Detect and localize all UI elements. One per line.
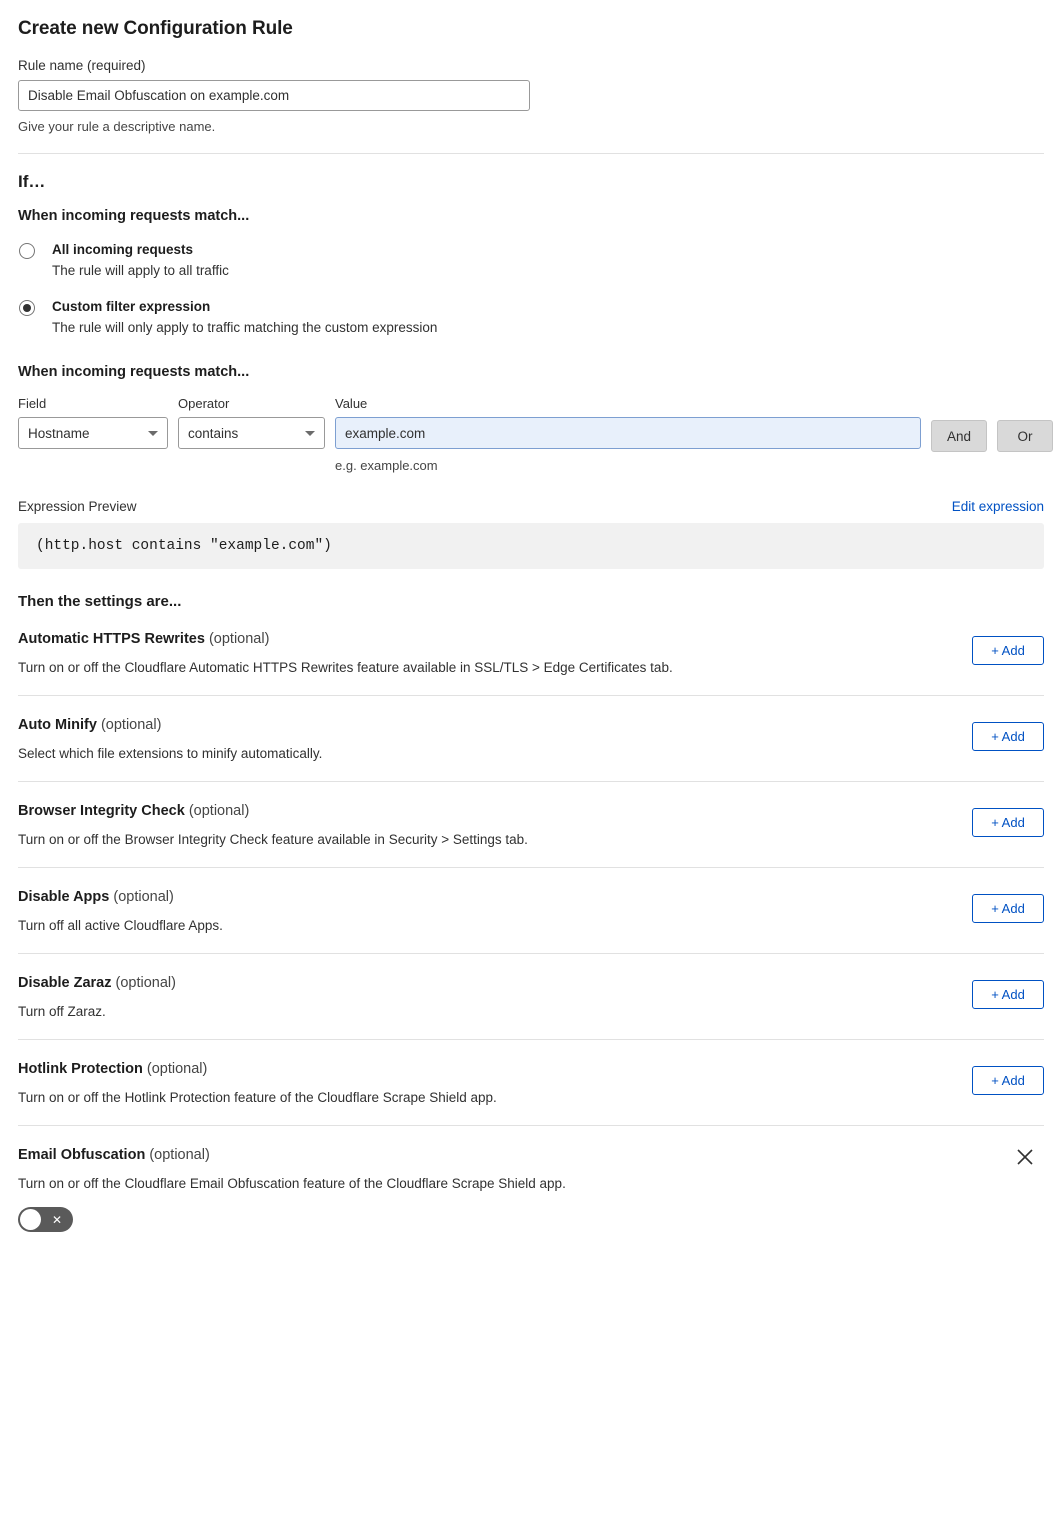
chevron-down-icon bbox=[148, 431, 158, 436]
setting-desc: Turn off Zaraz. bbox=[18, 1004, 106, 1020]
setting-name: Hotlink Protection bbox=[18, 1061, 143, 1078]
setting-row-automatic-https-rewrites bbox=[18, 610, 1044, 696]
setting-name: Email Obfuscation bbox=[18, 1147, 146, 1164]
radio-option-all-requests[interactable] bbox=[18, 240, 1044, 281]
setting-desc: Select which file extensions to minify automatically. bbox=[18, 746, 323, 762]
setting-desc: Turn off all active Cloudflare Apps. bbox=[18, 918, 223, 934]
expression-preview-box: (http.host contains "example.com") bbox=[18, 523, 1044, 569]
operator-select[interactable] bbox=[178, 417, 325, 449]
match-title-1: When incoming requests match... bbox=[18, 208, 250, 224]
radio-custom-filter-desc: The rule will only apply to traffic matching the custom expression bbox=[52, 319, 438, 335]
divider bbox=[18, 153, 1044, 154]
setting-name: Auto Minify bbox=[18, 717, 97, 734]
setting-row-disable-apps bbox=[18, 868, 1044, 954]
if-section-heading: If… bbox=[18, 172, 46, 191]
expression-preview-header bbox=[18, 499, 1044, 514]
field-label: Field bbox=[18, 396, 47, 412]
setting-row-email-obfuscation bbox=[18, 1126, 1044, 1252]
value-column bbox=[335, 396, 921, 473]
radio-all-requests-icon[interactable] bbox=[19, 243, 35, 259]
setting-optional: (optional) bbox=[208, 631, 270, 648]
and-button[interactable]: And bbox=[931, 420, 987, 452]
toggle-off-icon: ✕ bbox=[51, 1212, 62, 1227]
setting-optional: (optional) bbox=[146, 1061, 208, 1078]
close-icon[interactable] bbox=[1014, 1146, 1036, 1168]
add-button[interactable]: + Add bbox=[972, 636, 1044, 665]
value-label: Value bbox=[335, 396, 368, 412]
setting-optional: (optional) bbox=[113, 889, 174, 906]
match-title-2: When incoming requests match... bbox=[18, 364, 250, 381]
setting-name: Browser Integrity Check bbox=[18, 803, 185, 820]
edit-expression-link[interactable]: Edit expression bbox=[951, 499, 1044, 515]
add-button[interactable]: + Add bbox=[972, 1066, 1044, 1095]
rule-name-helper: Give your rule a descriptive name. bbox=[18, 119, 216, 134]
setting-optional: (optional) bbox=[115, 975, 176, 992]
setting-name: Automatic HTTPS Rewrites bbox=[18, 631, 205, 648]
add-button[interactable]: + Add bbox=[972, 808, 1044, 837]
operator-label: Operator bbox=[178, 396, 230, 412]
expression-builder bbox=[18, 396, 1044, 473]
expression-preview-label: Expression Preview bbox=[18, 499, 137, 515]
setting-optional: (optional) bbox=[149, 1147, 210, 1164]
value-helper: e.g. example.com bbox=[335, 458, 438, 474]
setting-desc: Turn on or off the Cloudflare Email Obfuscation feature of the Cloudflare Scrape Shield app. bbox=[18, 1176, 566, 1192]
setting-title bbox=[18, 631, 1044, 647]
page-title: Create new Configuration Rule bbox=[18, 18, 293, 39]
setting-optional: (optional) bbox=[188, 803, 250, 820]
setting-title bbox=[18, 717, 1044, 733]
field-select[interactable] bbox=[18, 417, 168, 449]
setting-optional: (optional) bbox=[100, 717, 162, 734]
field-select-value: Hostname bbox=[28, 425, 90, 441]
radio-custom-filter-title: Custom filter expression bbox=[52, 299, 211, 315]
rule-name-group bbox=[18, 58, 1044, 134]
setting-row-browser-integrity-check bbox=[18, 782, 1044, 868]
value-input[interactable] bbox=[335, 417, 921, 449]
add-button[interactable]: + Add bbox=[972, 980, 1044, 1009]
rule-name-input[interactable] bbox=[18, 80, 530, 111]
operator-column bbox=[178, 396, 325, 449]
email-obfuscation-toggle[interactable] bbox=[18, 1207, 73, 1232]
radio-all-requests-title: All incoming requests bbox=[52, 242, 194, 257]
radio-all-requests-desc: The rule will apply to all traffic bbox=[52, 262, 229, 278]
radio-custom-filter-icon[interactable] bbox=[19, 300, 35, 316]
radio-option-custom-filter[interactable] bbox=[18, 297, 1044, 338]
operator-select-value: contains bbox=[188, 425, 239, 441]
setting-row-auto-minify bbox=[18, 696, 1044, 782]
setting-desc: Turn on or off the Hotlink Protection feature of the Cloudflare Scrape Shield app. bbox=[18, 1090, 497, 1106]
field-column bbox=[18, 396, 168, 449]
or-button[interactable]: Or bbox=[997, 420, 1053, 452]
toggle-knob bbox=[20, 1209, 41, 1230]
setting-desc: Turn on or off the Browser Integrity Check feature available in Security > Settings tab. bbox=[18, 832, 528, 848]
setting-name: Disable Zaraz bbox=[18, 975, 112, 992]
setting-title bbox=[18, 975, 1044, 991]
then-settings-title: Then the settings are... bbox=[18, 593, 182, 611]
add-button[interactable]: + Add bbox=[972, 722, 1044, 751]
setting-title bbox=[18, 803, 1044, 819]
setting-title bbox=[18, 889, 1044, 905]
chevron-down-icon bbox=[305, 431, 315, 436]
setting-title bbox=[18, 1147, 1044, 1163]
setting-name: Disable Apps bbox=[18, 889, 110, 906]
setting-title bbox=[18, 1061, 1044, 1077]
rule-name-label: Rule name (required) bbox=[18, 58, 146, 73]
add-button[interactable]: + Add bbox=[972, 894, 1044, 923]
setting-desc: Turn on or off the Cloudflare Automatic HTTPS Rewrites feature available in SSL/TLS > Edge Certificates tab. bbox=[18, 660, 673, 676]
setting-row-hotlink-protection bbox=[18, 1040, 1044, 1126]
setting-row-disable-zaraz bbox=[18, 954, 1044, 1040]
